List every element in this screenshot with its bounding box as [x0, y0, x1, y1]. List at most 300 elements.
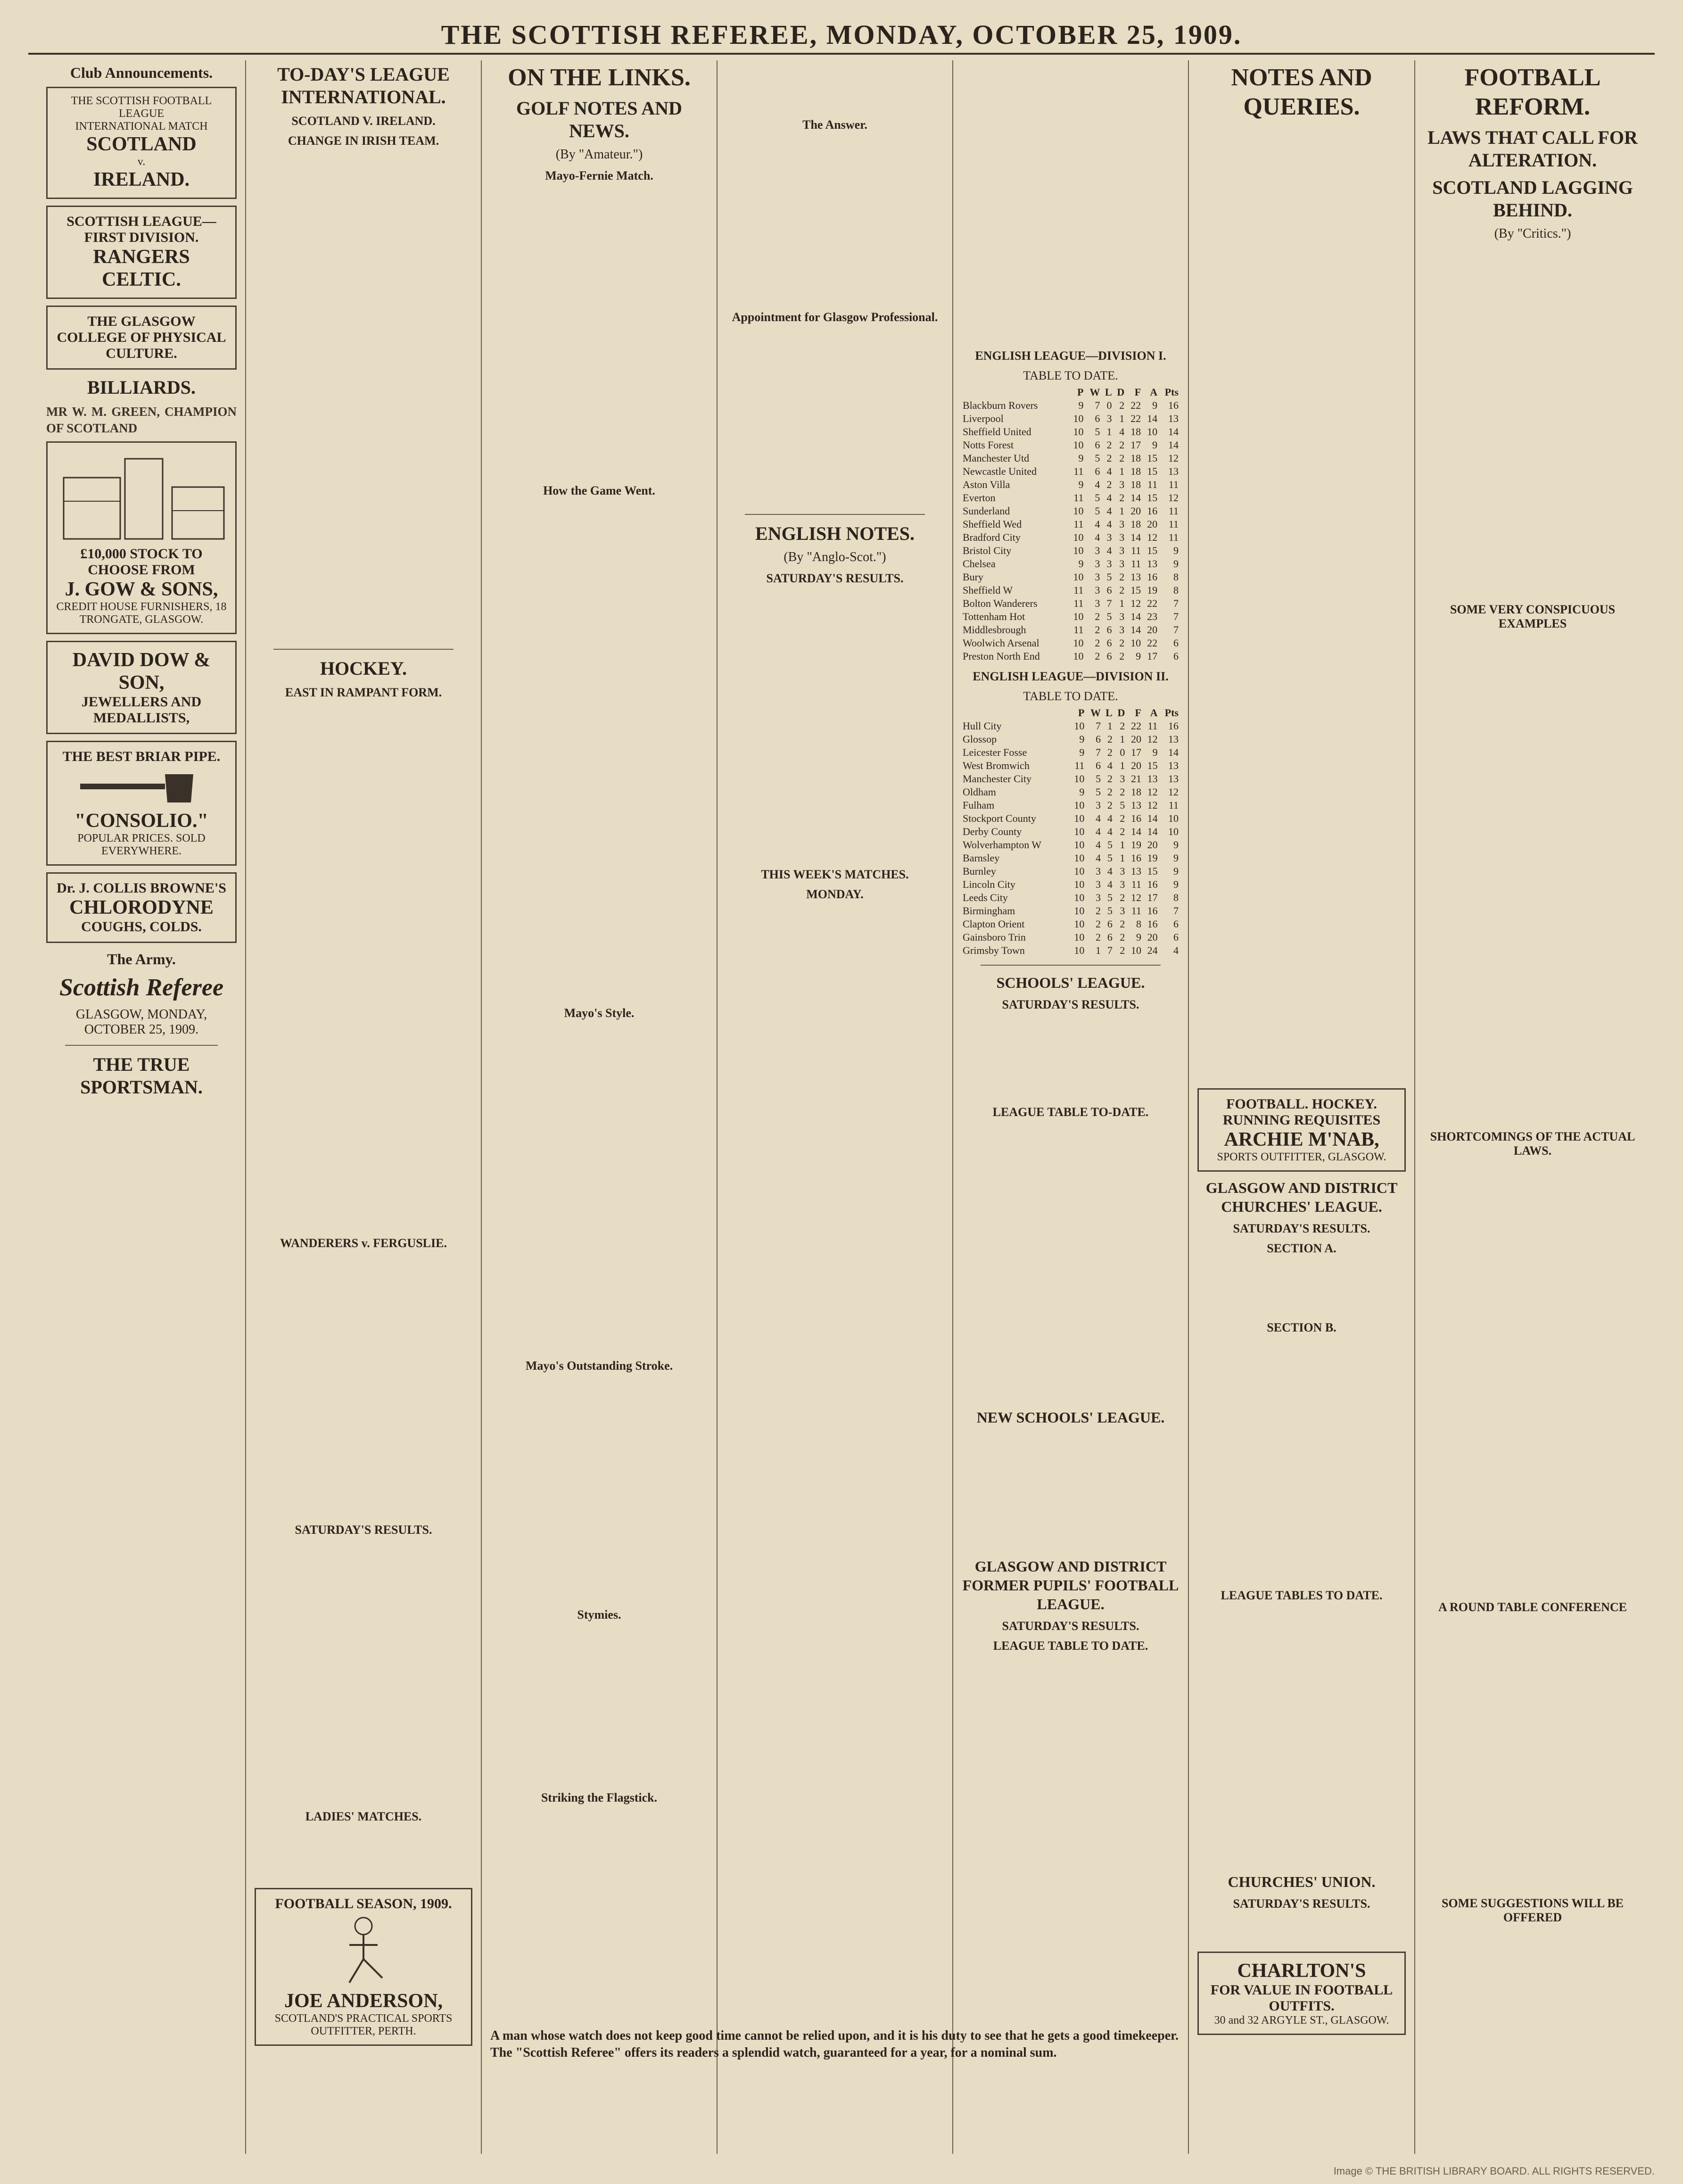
- table-cell: 10: [1073, 650, 1084, 662]
- table-cell: 14: [1147, 413, 1158, 424]
- article-body: [962, 1431, 1180, 1554]
- sports-outfitter-ad: [255, 1888, 472, 2046]
- table-cell: 22: [1147, 597, 1158, 609]
- table-cell: 5: [1106, 611, 1112, 622]
- table-cell: 2: [1119, 637, 1125, 649]
- notes-queries-heading: NOTES AND QUERIES.: [1231, 64, 1372, 120]
- table-cell: 2: [1107, 773, 1113, 785]
- table-cell: 6: [1173, 918, 1179, 930]
- table-cell: Bradford City: [963, 531, 1021, 543]
- copyright-credit: Image © THE BRITISH LIBRARY BOARD. ALL RIGHTS RESERVED.: [1333, 2165, 1655, 2177]
- table-cell: Tottenham Hot: [963, 611, 1025, 622]
- table-header-cell: F: [1134, 386, 1141, 398]
- table-cell: 10: [1074, 799, 1085, 811]
- subheading: SHORTCOMINGS OF THE ACTUAL LAWS.: [1430, 1130, 1635, 1158]
- table-cell: 10: [1147, 426, 1158, 438]
- table-cell: 22: [1130, 399, 1141, 411]
- article-body: [255, 1827, 472, 1883]
- table-cell: 11: [1073, 624, 1084, 636]
- table-cell: 12: [1168, 492, 1179, 504]
- table-cell: 10: [1130, 944, 1141, 956]
- billiards-text: MR W. M. GREEN, CHAMPION OF SCOTLAND: [46, 405, 237, 435]
- table-cell: Burnley: [963, 865, 996, 877]
- table1-subheading: TABLE TO DATE.: [1023, 369, 1118, 382]
- table-cell: 2: [1119, 452, 1125, 464]
- table-cell: 16: [1130, 852, 1141, 864]
- ad-firm-name: J. GOW & SONS,: [65, 579, 218, 600]
- table-cell: 6: [1095, 760, 1101, 771]
- table-row: [962, 812, 1180, 825]
- table-cell: Blackburn Rovers: [963, 399, 1038, 411]
- table-cell: 5: [1107, 905, 1113, 917]
- table-cell: 14: [1130, 624, 1141, 636]
- table-cell: Sheffield Wed: [963, 518, 1022, 530]
- ad-line: FOOTBALL. HOCKEY.: [1226, 1096, 1377, 1112]
- article-body: [490, 1625, 708, 1785]
- table-cell: 9: [1173, 545, 1179, 556]
- table-cell: 2: [1106, 479, 1112, 490]
- table-cell: 2: [1106, 452, 1112, 464]
- table-cell: 0: [1106, 399, 1112, 411]
- table-cell: 4: [1095, 531, 1100, 543]
- table-cell: 5: [1095, 773, 1101, 785]
- table-cell: 11: [1168, 531, 1179, 543]
- article-body: [1424, 248, 1642, 597]
- table-cell: 2: [1119, 439, 1125, 451]
- byline: (By "Amateur."): [555, 147, 643, 162]
- table-header-cell: D: [1117, 386, 1125, 398]
- table-cell: 3: [1095, 584, 1100, 596]
- table-cell: 10: [1073, 505, 1084, 517]
- article-body: [726, 135, 944, 305]
- table-cell: 10: [1073, 545, 1084, 556]
- table-cell: 16: [1147, 905, 1158, 917]
- table-cell: 2: [1095, 918, 1101, 930]
- table-cell: 12: [1130, 892, 1141, 903]
- table-header-cell: [962, 706, 1069, 720]
- table-cell: 5: [1107, 852, 1113, 864]
- table-cell: 17: [1130, 746, 1141, 758]
- table-header-cell: P: [1078, 707, 1085, 719]
- table-cell: 9: [1079, 786, 1085, 798]
- ad-firm-name: DAVID DOW & SON,: [72, 649, 211, 694]
- table-row: [962, 746, 1180, 759]
- table-cell: 12: [1147, 531, 1158, 543]
- column-club-announcements: [38, 60, 245, 2154]
- table-cell: 10: [1073, 413, 1084, 424]
- table-cell: 9: [1136, 650, 1141, 662]
- table-cell: 8: [1173, 892, 1179, 903]
- table-cell: 13: [1168, 413, 1179, 424]
- paper-title: Scottish Referee: [59, 974, 224, 1001]
- table-cell: 4: [1095, 479, 1100, 490]
- true-sportsman-heading: THE TRUE SPORTSMAN.: [80, 1054, 203, 1098]
- table-cell: Glossop: [963, 733, 997, 745]
- table-cell: Gainsboro Trin: [963, 931, 1026, 943]
- scotland-lagging-heading: SCOTLAND LAGGING BEHIND.: [1432, 177, 1633, 221]
- table-header-cell: W: [1089, 386, 1100, 398]
- ad-line: POPULAR PRICES. SOLD EVERYWHERE.: [77, 832, 206, 857]
- table-cell: 10: [1073, 531, 1084, 543]
- football-reform-heading: FOOTBALL REFORM.: [1464, 64, 1601, 120]
- table-cell: 3: [1106, 558, 1112, 570]
- subheading: LEAGUE TABLE TO DATE.: [993, 1639, 1148, 1653]
- ad-brand-name: "CONSOLIO.": [74, 810, 208, 832]
- charltons-ad: [1197, 1952, 1406, 2035]
- table-cell: 4: [1095, 518, 1100, 530]
- table-cell: 9: [1152, 399, 1158, 411]
- ad-line: SPORTS OUTFITTER, GLASGOW.: [1217, 1151, 1386, 1163]
- table-cell: 4: [1106, 505, 1112, 517]
- table-row: [962, 838, 1180, 852]
- table-cell: 4: [1107, 865, 1113, 877]
- table-row: [962, 878, 1180, 891]
- table-cell: 9: [1078, 479, 1084, 490]
- table-cell: Woolwich Arsenal: [963, 637, 1040, 649]
- table-cell: 4: [1106, 545, 1112, 556]
- table-cell: 4: [1095, 839, 1101, 851]
- ad-versus: v.: [137, 156, 146, 168]
- table-cell: 1: [1107, 720, 1113, 732]
- ad-line: SCOTLAND'S PRACTICAL SPORTS OUTFITTER, PERTH.: [274, 2012, 453, 2037]
- table-cell: 15: [1147, 452, 1158, 464]
- table-cell: 2: [1120, 812, 1125, 824]
- column-on-the-links: [481, 60, 717, 2154]
- table-cell: 2: [1119, 650, 1125, 662]
- table-cell: 2: [1095, 611, 1100, 622]
- table-cell: 5: [1095, 452, 1100, 464]
- table-cell: 8: [1173, 571, 1179, 583]
- table-cell: 3: [1095, 558, 1100, 570]
- billiards-heading: BILLIARDS.: [87, 377, 196, 398]
- table-cell: Sheffield United: [963, 426, 1031, 438]
- table-cell: 11: [1073, 597, 1084, 609]
- table-cell: 4: [1107, 826, 1113, 837]
- subheading: SOME VERY CONSPICUOUS EXAMPLES: [1450, 603, 1616, 630]
- table-cell: 3: [1120, 905, 1125, 917]
- table-row: [962, 478, 1180, 491]
- table-cell: 6: [1095, 439, 1100, 451]
- table-row: [962, 772, 1180, 786]
- table-cell: 4: [1107, 812, 1113, 824]
- table-cell: 10: [1073, 611, 1084, 622]
- table-cell: 11: [1073, 518, 1084, 530]
- table-row: [962, 584, 1180, 597]
- ad-line: THE BEST BRIAR PIPE.: [62, 749, 221, 764]
- table-cell: 3: [1119, 518, 1125, 530]
- table-cell: 8: [1173, 584, 1179, 596]
- table-cell: Birmingham: [963, 905, 1015, 917]
- table-row: [962, 399, 1180, 412]
- table-cell: 10: [1074, 852, 1085, 864]
- table-cell: Barnsley: [963, 852, 1000, 864]
- on-the-links-heading: ON THE LINKS.: [508, 64, 691, 91]
- table-cell: 1: [1119, 465, 1125, 477]
- table-cell: 17: [1147, 892, 1158, 903]
- table-cell: Clapton Orient: [963, 918, 1025, 930]
- table-cell: Derby County: [963, 826, 1022, 837]
- table-cell: 3: [1119, 611, 1125, 622]
- article-body: [962, 60, 1180, 343]
- table-row: [962, 518, 1180, 531]
- table-cell: 11: [1073, 465, 1084, 477]
- table-cell: 20: [1147, 931, 1158, 943]
- table-cell: 14: [1168, 746, 1179, 758]
- table-cell: 3: [1119, 545, 1125, 556]
- article-body: [255, 1540, 472, 1804]
- table-cell: 1: [1095, 944, 1101, 956]
- table-row: [962, 650, 1180, 663]
- table-cell: 6: [1107, 918, 1113, 930]
- table-cell: 2: [1120, 786, 1125, 798]
- watch-offer-notice: A man whose watch does not keep good time cannot be relied upon, and it is his duty to see that he gets a good timekeeper. The "Scottish Referee" offers its readers a splendid watch, guaranteed for a year, for a nominal sum.: [490, 2028, 1179, 2060]
- table-cell: 10: [1130, 637, 1141, 649]
- ad-firm-name: CHARLTON'S: [1237, 1960, 1366, 1982]
- table-cell: 21: [1130, 773, 1141, 785]
- schools-league-heading: SCHOOLS' LEAGUE.: [996, 974, 1145, 991]
- table-row: [962, 425, 1180, 438]
- table-row: [962, 904, 1180, 918]
- table-cell: 19: [1147, 584, 1158, 596]
- jewellers-ad: [46, 641, 237, 734]
- table-cell: 6: [1173, 650, 1179, 662]
- ad-team-celtic: CELTIC.: [102, 269, 181, 290]
- table-cell: 6: [1107, 931, 1113, 943]
- table-cell: Wolverhampton W: [963, 839, 1042, 851]
- physical-culture-ad: [46, 306, 237, 370]
- subheading: SATURDAY'S RESULTS.: [766, 571, 904, 585]
- table-cell: 11: [1131, 878, 1141, 890]
- division1-table: [962, 386, 1180, 663]
- golf-notes-heading: GOLF NOTES AND NEWS.: [516, 98, 682, 141]
- table-row: [962, 412, 1180, 425]
- table-cell: Manchester City: [963, 773, 1032, 785]
- table-cell: 20: [1147, 839, 1158, 851]
- table-cell: 11: [1147, 720, 1158, 732]
- subheading: SATURDAY'S RESULTS.: [1233, 1222, 1370, 1235]
- table-cell: 2: [1119, 492, 1125, 504]
- article-body: [490, 1376, 708, 1602]
- table-cell: 4: [1095, 826, 1101, 837]
- new-schools-league-heading: NEW SCHOOLS' LEAGUE.: [976, 1409, 1165, 1426]
- table-row: [962, 931, 1180, 944]
- table-cell: 7: [1173, 624, 1179, 636]
- table-header-cell: P: [1077, 386, 1084, 398]
- table-cell: 9: [1152, 746, 1158, 758]
- table-cell: 13: [1130, 799, 1141, 811]
- column-league-international: [245, 60, 481, 2154]
- table-cell: 11: [1147, 479, 1158, 490]
- table-cell: 17: [1147, 650, 1158, 662]
- table-cell: 10: [1074, 931, 1085, 943]
- table-cell: 10: [1074, 773, 1085, 785]
- table-cell: 3: [1120, 773, 1125, 785]
- subheading: SOME SUGGESTIONS WILL BE OFFERED: [1441, 1896, 1624, 1924]
- table-cell: Liverpool: [963, 413, 1004, 424]
- paper-date: GLASGOW, MONDAY, OCTOBER 25, 1909.: [75, 1007, 207, 1037]
- table-header-cell: [962, 386, 1068, 399]
- ad-team-rangers: RANGERS: [93, 246, 190, 268]
- table-cell: 4: [1173, 944, 1179, 956]
- table-cell: 4: [1106, 492, 1112, 504]
- table-cell: Newcastle United: [963, 465, 1037, 477]
- ad-team-scotland: SCOTLAND: [86, 133, 197, 155]
- table-cell: 9: [1173, 839, 1179, 851]
- table-cell: 14: [1168, 426, 1179, 438]
- table-cell: 17: [1130, 439, 1141, 451]
- table-cell: 10: [1168, 812, 1179, 824]
- ad-line: RUNNING REQUISITES: [1222, 1112, 1381, 1128]
- table-cell: 18: [1130, 452, 1141, 464]
- table-cell: Aston Villa: [963, 479, 1010, 490]
- table-cell: 10: [1073, 439, 1084, 451]
- table-cell: Sunderland: [963, 505, 1010, 517]
- table-cell: 9: [1079, 733, 1085, 745]
- table-cell: 9: [1136, 931, 1141, 943]
- table-header-cell: A: [1150, 707, 1158, 719]
- table-cell: 14: [1130, 611, 1141, 622]
- table-cell: 14: [1147, 812, 1158, 824]
- table-cell: 13: [1130, 865, 1141, 877]
- table-cell: 9: [1152, 439, 1158, 451]
- article-body: [726, 60, 944, 112]
- ad-line: FOR VALUE IN FOOTBALL OUTFITS.: [1210, 1982, 1393, 2014]
- byline: (By "Critics."): [1494, 226, 1571, 241]
- table-cell: 3: [1119, 479, 1125, 490]
- table-cell: Grimsby Town: [963, 944, 1025, 956]
- subheading: LADIES' MATCHES.: [305, 1810, 422, 1823]
- table-cell: 11: [1131, 905, 1141, 917]
- table-cell: 4: [1107, 760, 1113, 771]
- table-cell: Hull City: [963, 720, 1002, 732]
- table-row: [962, 623, 1180, 637]
- article-body: [1424, 1161, 1642, 1595]
- table-cell: 3: [1120, 878, 1125, 890]
- churches-union-heading: CHURCHES' UNION.: [1228, 1873, 1376, 1890]
- table-row: [962, 465, 1180, 478]
- table-cell: 16: [1147, 571, 1158, 583]
- club-announcements-heading: Club Announcements.: [70, 64, 213, 81]
- table-cell: 12: [1130, 597, 1141, 609]
- table-row: [962, 438, 1180, 452]
- table-row: [962, 531, 1180, 544]
- table-cell: 12: [1168, 452, 1179, 464]
- table-row: [962, 944, 1180, 957]
- subheading: Mayo's Style.: [564, 1006, 635, 1020]
- table-cell: 11: [1130, 545, 1141, 556]
- ad-line: THE GLASGOW COLLEGE OF PHYSICAL CULTURE.: [57, 314, 226, 361]
- table-cell: 5: [1107, 839, 1113, 851]
- subheading: SECTION A.: [1267, 1241, 1336, 1255]
- subheading: Mayo's Outstanding Stroke.: [525, 1359, 673, 1373]
- subheading: Striking the Flagstick.: [541, 1791, 658, 1804]
- table-header-row: [962, 706, 1180, 720]
- table-cell: 23: [1147, 611, 1158, 622]
- table-cell: 6: [1095, 413, 1100, 424]
- table-cell: 10: [1073, 637, 1084, 649]
- divider: [65, 1045, 218, 1046]
- table-cell: 5: [1095, 426, 1100, 438]
- table-cell: 2: [1120, 720, 1125, 732]
- ad-line: 30 and 32 ARGYLE ST., GLASGOW.: [1214, 2014, 1389, 2027]
- table-header-cell: Pts: [1164, 386, 1179, 398]
- table-cell: 14: [1147, 826, 1158, 837]
- table-cell: 20: [1130, 505, 1141, 517]
- table-cell: Manchester Utd: [963, 452, 1030, 464]
- table-cell: 14: [1130, 492, 1141, 504]
- table-cell: 20: [1147, 624, 1158, 636]
- table-header-row: [962, 386, 1180, 399]
- subheading: SATURDAY'S RESULTS.: [1233, 1897, 1370, 1911]
- table-cell: Fulham: [963, 799, 995, 811]
- table-cell: 2: [1107, 799, 1113, 811]
- table-cell: 2: [1095, 637, 1100, 649]
- table-row: [962, 720, 1180, 733]
- table-cell: 16: [1130, 812, 1141, 824]
- table-cell: 7: [1173, 597, 1179, 609]
- table-cell: 22: [1147, 637, 1158, 649]
- results-list: [1197, 1914, 1406, 1947]
- divider: [273, 649, 454, 650]
- subheading: The Answer.: [802, 118, 867, 132]
- table-header-cell: L: [1106, 707, 1113, 719]
- table-cell: 2: [1119, 399, 1125, 411]
- table-cell: 13: [1168, 465, 1179, 477]
- subheading: CHANGE IN IRISH TEAM.: [288, 134, 439, 148]
- army-heading: The Army.: [107, 951, 176, 968]
- table-cell: 9: [1078, 452, 1084, 464]
- table-cell: 2: [1120, 892, 1125, 903]
- article-body: [1197, 1338, 1406, 1583]
- subheading: THIS WEEK'S MATCHES.: [761, 868, 909, 881]
- table-cell: 1: [1120, 852, 1125, 864]
- table-cell: 11: [1168, 518, 1179, 530]
- byline: (By "Anglo-Scot."): [784, 550, 886, 564]
- table-cell: 6: [1106, 637, 1112, 649]
- table-cell: 3: [1119, 558, 1125, 570]
- table-cell: 19: [1130, 839, 1141, 851]
- table-row: [962, 799, 1180, 812]
- table-cell: 6: [1106, 584, 1112, 596]
- table-cell: 12: [1147, 799, 1158, 811]
- furniture-illustration-icon: [54, 449, 233, 544]
- table-cell: 1: [1119, 413, 1125, 424]
- article-body: [490, 1023, 708, 1353]
- table-row: [962, 544, 1180, 557]
- table-cell: 16: [1147, 505, 1158, 517]
- column-football-reform: [1414, 60, 1650, 2154]
- table-cell: 1: [1120, 839, 1125, 851]
- subheading: SATURDAY'S RESULTS.: [1002, 1619, 1139, 1633]
- rangers-celtic-ad: [46, 206, 237, 299]
- ad-line: THE SCOTTISH FOOTBALL LEAGUE: [71, 95, 212, 120]
- table-cell: 7: [1095, 720, 1101, 732]
- table-cell: Leicester Fosse: [963, 746, 1027, 758]
- article-body: [726, 327, 944, 506]
- table-cell: 3: [1119, 624, 1125, 636]
- table-header-cell: F: [1135, 707, 1141, 719]
- table-cell: 18: [1130, 426, 1141, 438]
- table2-heading: ENGLISH LEAGUE—DIVISION II.: [973, 670, 1169, 683]
- table-cell: 10: [1074, 865, 1085, 877]
- table-row: [962, 452, 1180, 465]
- table-cell: 3: [1095, 878, 1101, 890]
- table-cell: 10: [1074, 812, 1085, 824]
- table-cell: 4: [1095, 812, 1101, 824]
- table-cell: 10: [1074, 905, 1085, 917]
- table-cell: 2: [1106, 439, 1112, 451]
- table-row: [962, 865, 1180, 878]
